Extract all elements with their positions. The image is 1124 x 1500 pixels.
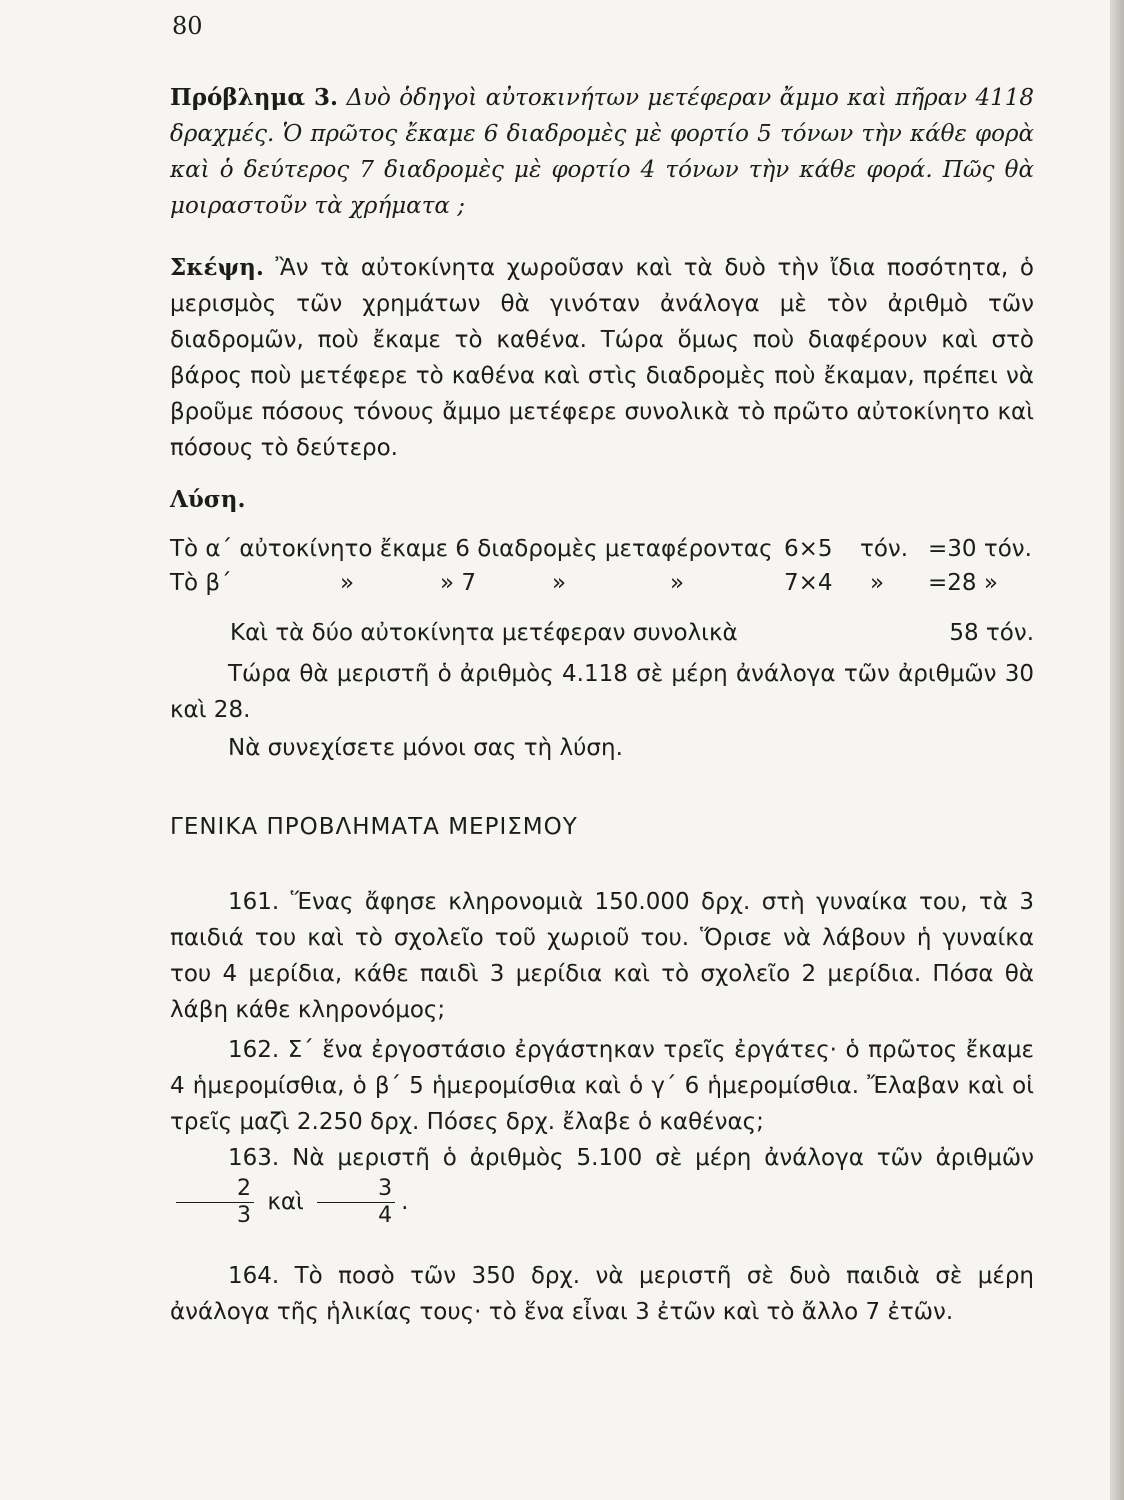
solution-now: Τώρα θὰ μεριστῆ ὁ ἀριθμὸς 4.118 σὲ μέρη ἀνάλογα τῶν ἀριθμῶν 30 καὶ 28. xyxy=(170,661,1034,723)
row2-result: =28 » xyxy=(928,570,998,596)
row1-result: =30 τόν. xyxy=(928,536,1032,562)
exercise-161: 161. Ἕνας ἄφησε κληρονομιὰ 150.000 δρχ. στὴ γυναίκα του, τὰ 3 παιδιά του καὶ τὸ σχολεῖο τοῦ χωριοῦ του. Ὅρισε νὰ λάβουν ἡ γυναίκα του 4 μερίδια, κάθε παιδὶ 3 μερίδια καὶ τὸ σχολεῖο 2 μερίδια. Πόσα θὰ λάβη κάθε κληρονόμος; xyxy=(170,889,1034,1023)
exercise-163 xyxy=(170,1140,1034,1229)
total-value: 58 τόν. xyxy=(949,620,1034,646)
solution-row-2 xyxy=(170,566,1034,600)
exercise-163-end: . xyxy=(401,1189,409,1215)
fraction-1-denominator: 3 xyxy=(237,1203,251,1228)
solution-row-1 xyxy=(170,532,1034,566)
thinking-paragraph xyxy=(170,250,1034,466)
thinking-text: Ἂν τὰ αὐτοκίνητα χωροῦσαν καὶ τὰ δυὸ τὴν ἴδια ποσότητα, ὁ μερισμὸς τῶν χρημάτων θὰ γινόταν ἀνάλογα μὲ τὸν ἀριθμὸ τῶν διαδρομῶν, ποὺ ἔκαμε τὸ καθένα. Τώρα ὅμως ποὺ διαφέρουν καὶ στὸ βάρος ποὺ μετέφερε τὸ καθένα καὶ στὶς διαδρομὲς ποὺ ἔκαμαν, πρέπει νὰ βροῦμε πόσους τόνους ἄμμο μετέφερε συνολικὰ τὸ πρῶτο αὐτοκίνητο καὶ πόσους τὸ δεύτερο. xyxy=(170,255,1034,461)
fraction-2-numerator: 3 xyxy=(317,1176,395,1203)
row2-ditto-3: » xyxy=(552,570,567,596)
exercise-163-and: καὶ xyxy=(267,1189,304,1215)
page-edge-shadow xyxy=(1110,0,1124,1500)
solution-label: Λύση. xyxy=(170,486,246,513)
row2-ditto-2: » 7 xyxy=(440,570,477,596)
problem-statement xyxy=(170,80,1034,224)
fraction-three-quarters xyxy=(317,1176,395,1229)
thinking-label: Σκέψη. xyxy=(170,254,264,281)
problem-label: Πρόβλημα 3. xyxy=(170,84,339,111)
exercise-164: 164. Τὸ ποσὸ τῶν 350 δρχ. νὰ μεριστῆ σὲ δυὸ παιδιὰ σὲ μέρη ἀνάλογα τῆς ἡλικίας τους· τὸ ἕνα εἶναι 3 ἐτῶν καὶ τὸ ἄλλο 7 ἐτῶν. xyxy=(170,1263,1034,1325)
total-label: Καὶ τὰ δύο αὐτοκίνητα μετέφεραν συνολικὰ xyxy=(230,620,738,646)
row2-text: Τὸ β΄ xyxy=(170,570,232,596)
solution-continue: Νὰ συνεχίσετε μόνοι σας τὴ λύση. xyxy=(228,735,623,761)
row1-text: Τὸ α΄ αὐτοκίνητο ἔκαμε 6 διαδρομὲς μεταφέροντας xyxy=(170,536,773,562)
problem-text: Δυὸ ὁδηγοὶ αὐτοκινήτων μετέφεραν ἄμμο καὶ πῆραν 4118 δραχμές. Ὁ πρῶτος ἔκαμε 6 διαδρομὲς μὲ φορτίο 5 τόνων τὴν κάθε φορὰ καὶ ὁ δεύτερος 7 διαδρομὲς μὲ φορτίο 4 τόνων τὴν κάθε φορά. Πῶς θὰ μοιραστοῦν τὰ χρήματα ; xyxy=(170,85,1035,219)
fraction-two-thirds xyxy=(176,1176,254,1229)
row2-ditto-1: » xyxy=(340,570,355,596)
row2-ditto-4: » xyxy=(670,570,685,596)
solution-total xyxy=(230,616,1034,650)
section-heading: ΓΕΝΙΚΑ ΠΡΟΒΛΗΜΑΤΑ ΜΕΡΙΣΜΟΥ xyxy=(170,814,578,840)
row1-unit: τόν. xyxy=(860,536,909,562)
row2-unit: » xyxy=(870,570,885,596)
fraction-1-numerator: 2 xyxy=(176,1176,254,1203)
row2-product: 7×4 xyxy=(784,570,833,596)
exercise-162: 162. Σ΄ ἕνα ἐργοστάσιο ἐργάστηκαν τρεῖς ἐργάτες· ὁ πρῶτος ἔκαμε 4 ἡμερομίσθια, ὁ β΄ 5 ἡμερομίσθια καὶ ὁ γ΄ 6 ἡμερομίσθια. Ἔλαβαν καὶ οἱ τρεῖς μαζὶ 2.250 δρχ. Πόσες δρχ. ἔλαβε ὁ καθένας; xyxy=(170,1037,1034,1135)
row1-product: 6×5 xyxy=(784,536,833,562)
page-number: 80 xyxy=(172,12,203,40)
fraction-2-denominator: 4 xyxy=(378,1203,393,1228)
exercise-163-text: 163. Νὰ μεριστῆ ὁ ἀριθμὸς 5.100 σὲ μέρη ἀνάλογα τῶν ἀριθμῶν xyxy=(228,1145,1034,1171)
